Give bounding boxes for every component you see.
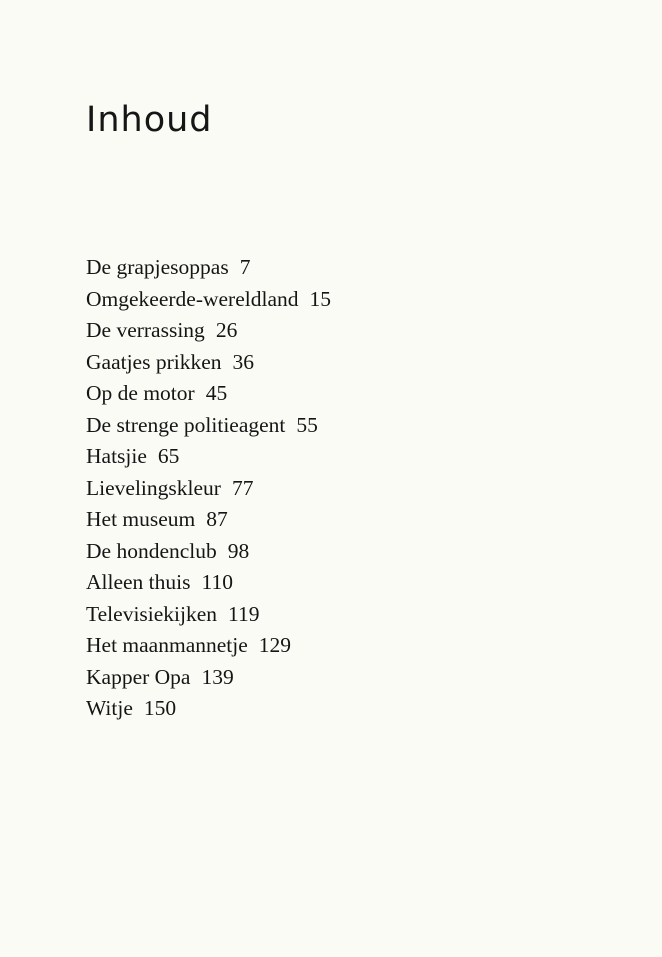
toc-entry-page: 77 (231, 475, 254, 500)
toc-entry (86, 567, 331, 599)
toc-entry (86, 252, 331, 284)
toc-entry-page: 15 (309, 286, 332, 311)
toc-entry-title: Hatsjie (86, 444, 147, 468)
page-title: Inhoud (86, 100, 213, 140)
toc-entry-page: 110 (201, 570, 233, 594)
toc-entry (86, 315, 331, 347)
toc-entry (86, 347, 331, 379)
toc-entry-page: 26 (215, 318, 238, 342)
toc-entry-page: 65 (157, 444, 180, 468)
toc-entry-title: Op de motor (86, 381, 195, 405)
toc-entry (86, 693, 331, 725)
toc-entry (86, 662, 331, 694)
toc-entry (86, 410, 331, 442)
toc-entry-title: Het maanmannetje (86, 633, 248, 657)
toc-entry-page: 36 (232, 349, 255, 374)
toc-entry-page: 139 (201, 664, 234, 689)
toc-entry-page: 45 (205, 381, 228, 405)
toc-entry-page: 7 (239, 255, 251, 279)
toc-entry (86, 441, 331, 473)
toc-entry-page: 87 (206, 507, 228, 531)
toc-entry-title: Het museum (86, 507, 196, 531)
table-of-contents (86, 252, 331, 725)
toc-entry-page: 98 (227, 538, 250, 563)
toc-entry-title: Lievelingskleur (86, 475, 221, 500)
toc-entry-page: 129 (258, 633, 292, 657)
toc-entry-title: Omgekeerde-wereldland (86, 286, 299, 311)
toc-entry-title: De grapjesoppas (86, 255, 229, 279)
toc-entry (86, 599, 331, 631)
toc-entry-page: 119 (228, 601, 260, 626)
toc-entry (86, 284, 331, 316)
toc-entry-title: Gaatjes prikken (86, 349, 222, 374)
toc-entry-title: De strenge politieagent (86, 412, 286, 437)
toc-entry-title: Televisiekijken (86, 601, 218, 626)
toc-entry-title: Kapper Opa (86, 664, 191, 689)
toc-entry (86, 630, 331, 662)
toc-entry (86, 536, 331, 568)
toc-entry-page: 150 (143, 696, 177, 720)
toc-entry (86, 378, 331, 410)
toc-entry (86, 473, 331, 505)
toc-entry (86, 504, 331, 536)
toc-entry-title: De verrassing (86, 318, 205, 342)
toc-entry-title: Witje (86, 696, 133, 720)
toc-entry-title: De hondenclub (86, 538, 217, 563)
toc-entry-page: 55 (296, 412, 318, 437)
toc-entry-title: Alleen thuis (86, 570, 191, 594)
